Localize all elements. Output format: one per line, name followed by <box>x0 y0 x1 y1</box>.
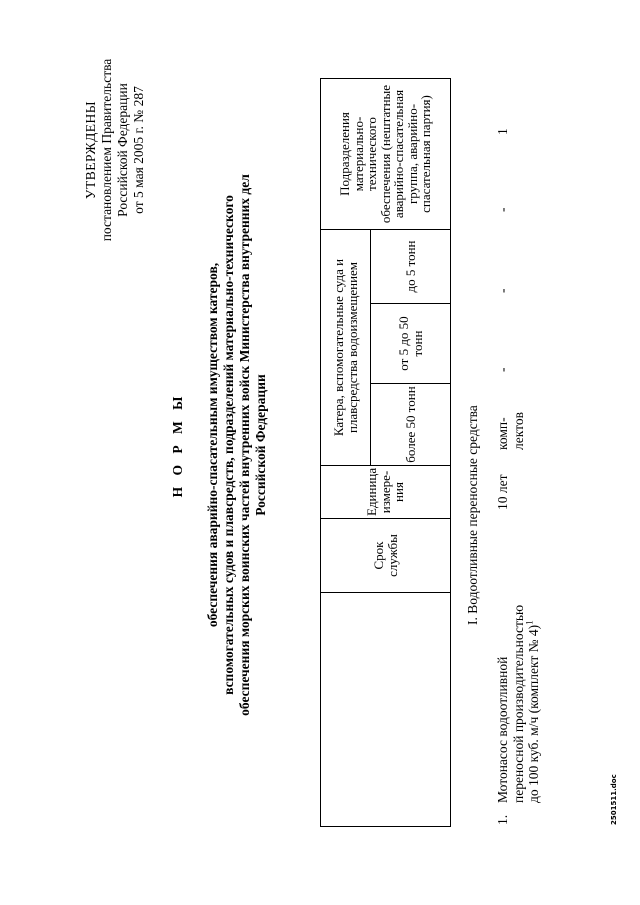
row-service-life: 10 лет <box>495 474 510 510</box>
approval-stamp <box>83 25 147 275</box>
approval-line: постановлением Правительства <box>99 58 114 242</box>
section-title: I. Водоотливные переносные средства <box>465 405 480 625</box>
title-heading: Н О Р М Ы <box>170 392 185 498</box>
from-5-to-50-tons-header: от 5 до 50 тонн <box>371 304 451 384</box>
approval-line: Российской Федерации <box>115 83 130 217</box>
row-number: 1. <box>495 814 510 825</box>
row-name-text: Мотонасос водоотливной переносной производительностью до 100 куб. м/ч (комплект № 4) <box>495 604 541 803</box>
title-line: обеспечения морских воинских частей внутренних войск Министерства внутренних дел <box>237 174 252 716</box>
file-name: 2501511.doc <box>610 774 618 825</box>
up-to-5-tons-header: до 5 тонн <box>371 230 451 304</box>
norms-table-header <box>320 78 451 827</box>
over-50-tons-header: более 50 тонн <box>371 384 451 466</box>
row-value-over-50: - <box>495 367 510 372</box>
name-column-header <box>321 593 451 827</box>
service-life-header: Срок службы <box>321 519 451 593</box>
row-value-units: 1 <box>495 128 510 135</box>
row-value-5-to-50: - <box>495 288 510 293</box>
unit-header: Единица измере-ния <box>321 466 451 519</box>
title-line: Российской Федерации <box>253 374 268 516</box>
approval-date: от 5 мая 2005 г. № 287 <box>131 86 146 214</box>
approval-heading: УТВЕРЖДЕНЫ <box>83 100 98 200</box>
row-value-up-to-5: - <box>495 207 510 212</box>
document-title <box>170 65 269 825</box>
row-unit: комп-лектов <box>495 412 526 450</box>
vessels-group-header: Катера, вспомогательные суда и плавсредства водоизмещением <box>321 230 371 466</box>
row-name <box>495 603 542 803</box>
row-footnote-mark: 1 <box>524 620 535 625</box>
units-header: Подразделения материально-технического обеспечения (нештатные аварийно-спасательная группа, аварийно-спасательная партия) <box>321 79 451 230</box>
title-line: обеспечения аварийно-спасательным имуществом катеров, <box>205 262 220 628</box>
title-line: вспомогательных судов и плавсредств, подразделений материально-технического <box>221 195 236 695</box>
